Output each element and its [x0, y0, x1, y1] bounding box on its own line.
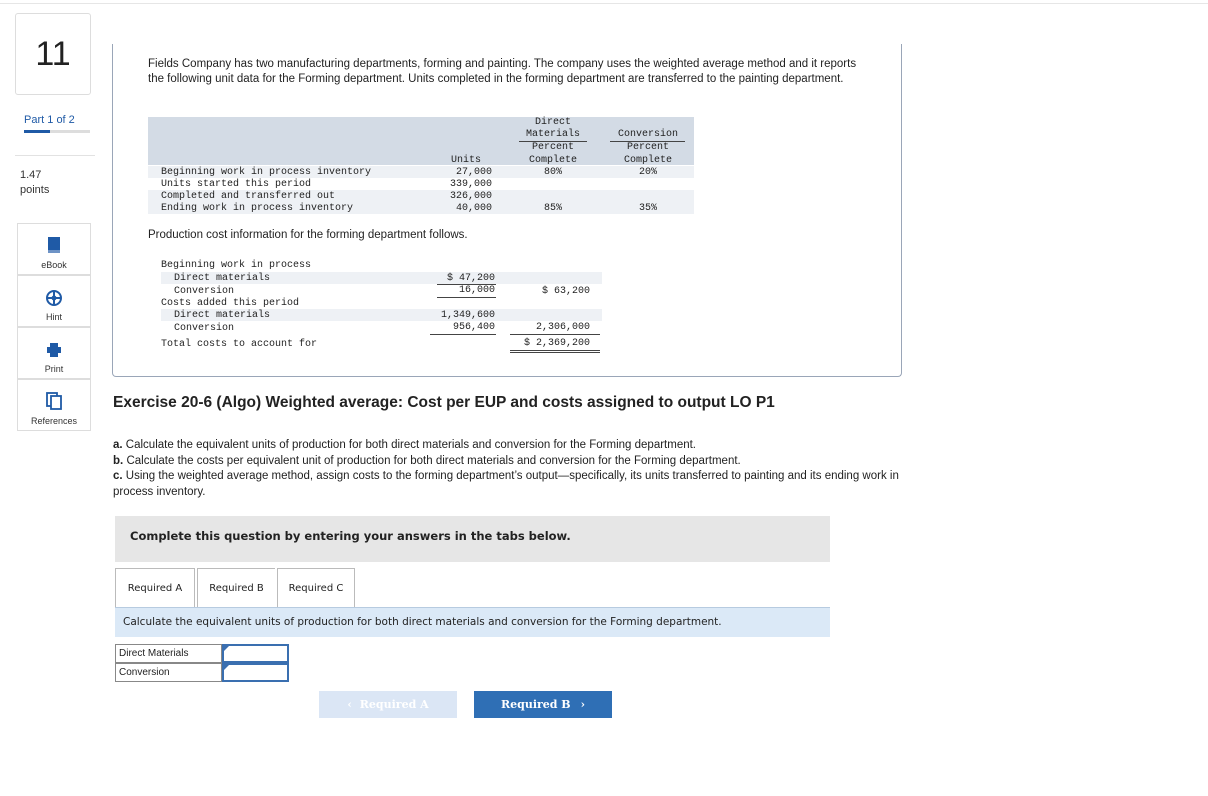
task-letter: a. [113, 439, 123, 451]
part-of-label: of 2 [56, 114, 75, 126]
book-icon [46, 236, 62, 254]
production-heading: Production cost information for the forming department follows. [148, 229, 468, 241]
cost-beg-conv: 16,000 [458, 285, 495, 296]
answer-label: Conversion [115, 663, 222, 682]
task-text: Calculate the costs per equivalent unit of production for both direct materials and conversion for the Forming department. [126, 454, 741, 467]
row-dm: 80% [543, 167, 562, 178]
cost-total-label: Total costs to account for [161, 339, 318, 350]
conversion-input[interactable] [222, 663, 289, 682]
print-label: Print [44, 364, 64, 374]
part-prefix: Part [24, 114, 45, 126]
row-conv: 35% [638, 203, 657, 214]
cost-rule [510, 334, 600, 335]
cost-rule [430, 334, 496, 335]
cost-beg-conv-label: Conversion [174, 286, 235, 297]
ebook-button[interactable] [17, 223, 91, 275]
points-label: points [20, 184, 50, 196]
references-button[interactable] [17, 379, 91, 431]
task-item [113, 438, 903, 454]
cost-added-label: Costs added this period [161, 298, 300, 309]
rail-divider [15, 155, 95, 156]
row-label: Units started this period [161, 179, 312, 190]
cost-add-dm-label: Direct materials [174, 310, 271, 321]
intro-text: Fields Company has two manufacturing departments, forming and painting. The company uses the weighted average method and it reports the following unit data for the Forming department. Units completed in the forming department are transferred to the painting department. [148, 58, 857, 85]
chevron-right-icon: › [580, 698, 586, 711]
task-list [113, 438, 903, 500]
prev-label: Required A [359, 698, 429, 711]
direct-materials-input[interactable] [222, 644, 289, 663]
tab-required-c[interactable]: Required C [277, 568, 355, 608]
references-label: References [30, 416, 78, 426]
cost-beginning-label: Beginning work in process [161, 260, 312, 271]
row-units: 40,000 [455, 203, 492, 214]
cost-beg-dm-label: Direct materials [174, 273, 271, 284]
references-icon [46, 392, 62, 410]
question-number: 11 [15, 13, 91, 95]
hint-icon [46, 290, 62, 306]
row-label: Completed and transferred out [161, 191, 336, 202]
hint-label: Hint [45, 312, 62, 322]
row-label: Beginning work in process inventory [161, 167, 372, 178]
hint-button[interactable] [17, 275, 91, 327]
dm-header-4: Complete [528, 155, 577, 166]
tab-instruction: Calculate the equivalent units of production for both direct materials and conversion for the Forming department. [115, 607, 830, 637]
chevron-left-icon: ‹ [347, 698, 352, 711]
row-dm: 85% [543, 203, 562, 214]
exercise-title: Exercise 20-6 (Algo) Weighted average: Cost per EUP and costs assigned to output LO P1 [113, 394, 775, 411]
tab-required-b[interactable]: Required B [197, 568, 275, 608]
task-letter: b. [113, 454, 124, 467]
ebook-label: eBook [41, 260, 67, 270]
part-current: 1 [47, 114, 54, 126]
cost-double-rule [510, 352, 600, 353]
cost-double-rule [510, 350, 600, 351]
dm-header-1: Direct [534, 117, 571, 128]
complete-banner: Complete this question by entering your answers in the tabs below. [115, 516, 830, 562]
cost-grand-total: $ 2,369,200 [523, 338, 590, 349]
row-conv: 20% [638, 167, 657, 178]
dm-header-2: Materials [525, 129, 580, 140]
task-text: Calculate the equivalent units of production for both direct materials and conversion for the Forming department. [125, 439, 696, 451]
cost-add-dm: 1,349,600 [440, 310, 495, 321]
row-label: Ending work in process inventory [161, 203, 354, 214]
conv-header-1: Conversion [617, 129, 678, 140]
print-icon [46, 342, 62, 358]
answer-row-direct-materials [115, 644, 289, 663]
task-item [113, 454, 903, 470]
units-header: Units [450, 155, 481, 166]
next-label: Required B [500, 698, 571, 711]
tab-required-a[interactable]: Required A [115, 568, 195, 608]
row-units: 326,000 [449, 191, 492, 202]
task-item [113, 469, 903, 500]
dm-header-3: Percent [531, 142, 574, 153]
part-progress-bar [24, 130, 90, 133]
cost-rule [437, 297, 496, 298]
points-box [20, 168, 49, 198]
print-button[interactable] [17, 327, 91, 379]
next-required-b-button[interactable] [474, 691, 612, 718]
points-value: 1.47 [20, 169, 42, 181]
cost-add-conv: 956,400 [452, 322, 495, 333]
part-indicator [24, 114, 75, 126]
task-text: Using the weighted average method, assign costs to the forming department’s output—specifically, its units transferred to painting and its ending work in process inventory. [113, 470, 899, 498]
cost-add-total: 2,306,000 [535, 322, 590, 333]
answer-row-conversion [115, 663, 289, 682]
task-letter: c. [113, 470, 123, 482]
cost-beg-dm: $ 47,200 [446, 273, 495, 284]
answer-label: Direct Materials [115, 644, 222, 663]
conv-header-3: Complete [623, 155, 672, 166]
prev-required-a-button[interactable] [319, 691, 457, 718]
row-units: 339,000 [449, 179, 492, 190]
conv-header-2: Percent [626, 142, 669, 153]
cost-beg-total: $ 63,200 [541, 286, 590, 297]
top-divider [0, 3, 1208, 4]
row-units: 27,000 [455, 167, 492, 178]
cost-add-conv-label: Conversion [174, 323, 235, 334]
